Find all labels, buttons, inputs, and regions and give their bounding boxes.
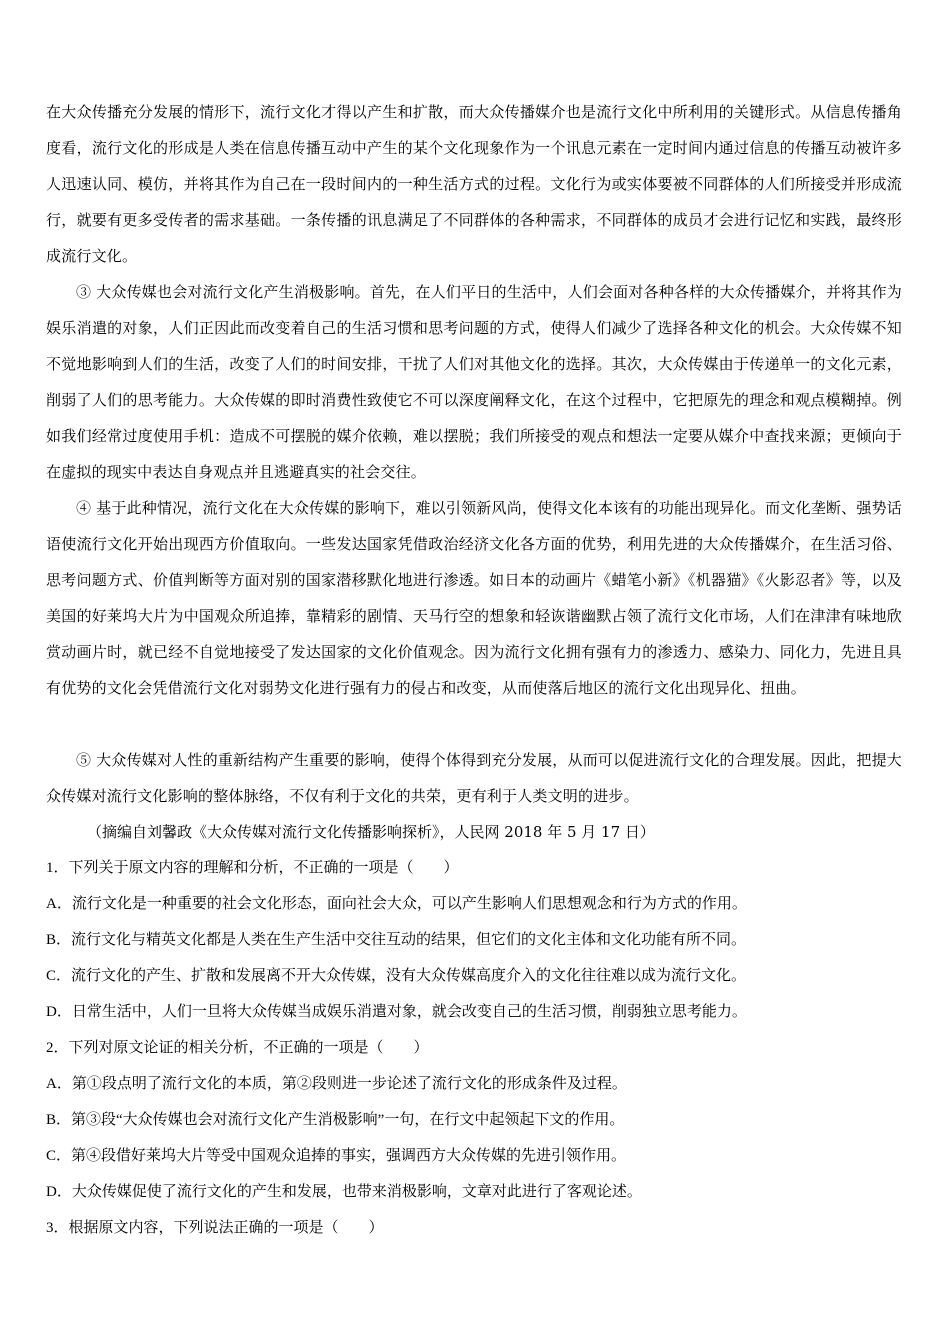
question-1-option-c: C．流行文化的产生、扩散和发展离不开大众传媒，没有大众传媒高度介入的文化往往难以成为流行文化。 (46, 968, 747, 984)
question-2-option-a: A．第①段点明了流行文化的本质，第②段则进一步论述了流行文化的形成条件及过程。 (46, 1076, 627, 1092)
question-1-stem: 1．下列关于原文内容的理解和分析，不正确的一项是（ ） (46, 860, 459, 876)
article-paragraph-4: ④ 基于此种情况，流行文化在大众传媒的影响下，难以引领新风尚，使得文化本该有的功能出现异化。而文化垄断、强势话语使流行文化开始出现西方价值取向。一些发达国家凭借政治经济文化各方面的优势，利用先进的大众传播媒介，在生活习俗、思考问题方式、价值判断等方面对别的国家潜移默化地进行渗透。如日本的动画片《蜡笔小新》《机器猫》《火影忍者》等，以及美国的好莱坞大片为中国观众所追捧，靠精彩的剧情、天马行空的想象和轻诙谐幽默占领了流行文化市场，人们在津津有味地欣赏动画片时，就已经不自觉地接受了发达国家的文化价值观念。因为流行文化拥有强有力的渗透力、感染力、同化力，先进且具有优势的文化会凭借流行文化对弱势文化进行强有力的侵占和改变，从而使落后地区的流行文化出现异化、扭曲。 (46, 499, 902, 697)
question-2-option-b: B．第③段“大众传媒也会对流行文化产生消极影响”一句，在行文中起领起下文的作用。 (46, 1112, 625, 1128)
question-3-stem: 3．根据原文内容，下列说法正确的一项是（ ） (46, 1220, 384, 1236)
article-paragraph-3: ③ 大众传媒也会对流行文化产生消极影响。首先，在人们平日的生活中，人们会面对各种各样的大众传播媒介，并将其作为娱乐消遣的对象，人们正因此而改变着自己的生活习惯和思考问题的方式，使得人们减少了选择各种文化的机会。大众传媒不知不觉地影响到人们的生活，改变了人们的时间安排，干扰了人们对其他文化的选择。其次，大众传媒由于传递单一的文化元素，削弱了人们的思考能力。大众传媒的即时消费性致使它不可以深度阐释文化，在这个过程中，它把原先的理念和观点模糊掉。例如我们经常过度使用手机：造成不可摆脱的媒介依赖，难以摆脱；我们所接受的观点和想法一定要从媒介中查找来源；更倾向于在虚拟的现实中表达自身观点并且逃避真实的社会交往。 (46, 283, 902, 481)
question-1-option-a: A．流行文化是一种重要的社会文化形态，面向社会大众，可以产生影响人们思想观念和行为方式的作用。 (46, 896, 747, 912)
article-paragraph-2-continued: 在大众传播充分发展的情形下，流行文化才得以产生和扩散，而大众传播媒介也是流行文化中所利用的关键形式。从信息传播角度看，流行文化的形成是人类在信息传播互动中产生的某个文化现象作为一个讯息元素在一定时间内通过信息的传播互动被许多人迅速认同、模仿，并将其作为自己在一段时间内的一种生活方式的过程。文化行为或实体要被不同群体的人们所接受并形成流行，就要有更多受传者的需求基础。一条传播的讯息满足了不同群体的各种需求，不同群体的成员才会进行记忆和实践，最终形成流行文化。 (46, 103, 902, 265)
question-1-option-b: B．流行文化与精英文化都是人类在生产生活中交往互动的结果，但它们的文化主体和文化功能有所不同。 (46, 932, 747, 948)
article-paragraph-5: ⑤ 大众传媒对人性的重新结构产生重要的影响，使得个体得到充分发展，从而可以促进流行文化的合理发展。因此，把提大众传媒对流行文化影响的整体脉络，不仅有利于文化的共荣，更有利于人类文明的进步。 (46, 751, 902, 805)
question-2-stem: 2．下列对原文论证的相关分析，不正确的一项是（ ） (46, 1040, 429, 1056)
article-source: （摘编自刘馨政《大众传媒对流行文化传播影响探析》，人民网 2018 年 5 月 17 日） (87, 823, 655, 841)
question-2-option-c: C．第④段借好莱坞大片等受中国观众追捧的事实，强调西方大众传媒的先进引领作用。 (46, 1148, 627, 1164)
question-2-option-d: D．大众传媒促使了流行文化的产生和发展，也带来消极影响，文章对此进行了客观论述。 (46, 1184, 642, 1200)
question-1-option-d: D．日常生活中，人们一旦将大众传媒当成娱乐消遣对象，就会改变自己的生活习惯，削弱独立思考能力。 (46, 1004, 747, 1020)
